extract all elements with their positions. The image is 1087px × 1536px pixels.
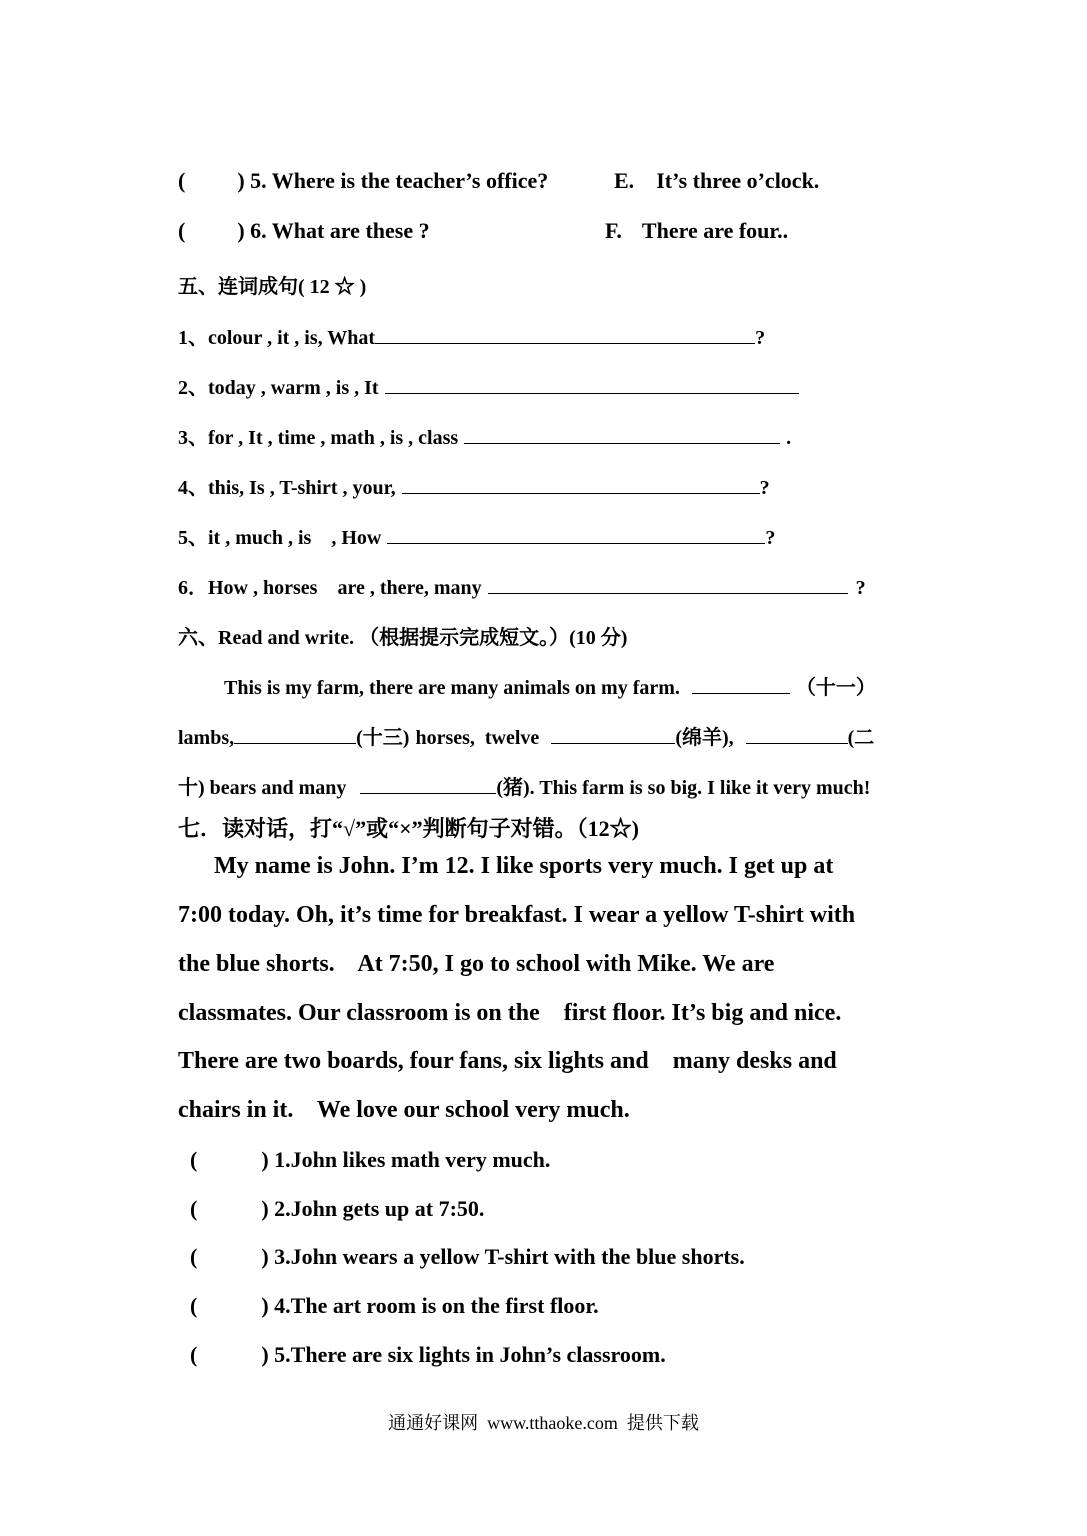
question-text: ) 1.John likes math very much. (261, 1147, 551, 1172)
option-letter: E. (614, 168, 635, 193)
question-text: ) 5.There are six lights in John’s classroom. (261, 1342, 666, 1367)
answer-blank[interactable] (488, 592, 848, 594)
true-false-question-3 (190, 1244, 745, 1270)
passage-line-5: There are two boards, four fans, six lights and many desks and (178, 1048, 837, 1074)
hint-sheep: (绵羊), (675, 727, 734, 749)
match-option-f (605, 218, 788, 244)
question-text: ) 6. What are these ? (237, 218, 430, 243)
passage-line-3: the blue shorts. At 7:50, I go to school with Mike. We are (178, 951, 775, 977)
item-words: 2、today , warm , is , It (178, 377, 379, 399)
question-text: ) 4.The art room is on the first floor. (261, 1293, 599, 1318)
option-text: There are four.. (641, 218, 789, 243)
hint-twenty: (二 (847, 727, 875, 749)
item-words: 5、it , much , is , How (178, 527, 382, 549)
true-false-question-2 (190, 1196, 484, 1222)
answer-blank-sheep[interactable] (551, 742, 675, 744)
sentence-item-2 (178, 371, 799, 400)
answer-bracket[interactable]: ( (190, 1342, 198, 1367)
item-words: 4、this, Is , T-shirt , your, (178, 477, 396, 499)
hint-thirteen: (十三) (356, 727, 410, 749)
passage-text: (猪). This farm is so big. I like it very much! (496, 777, 871, 799)
passage-line-1: My name is John. I’m 12. I like sports very much. I get up at (214, 853, 834, 879)
answer-blank-thirteen[interactable] (234, 742, 356, 744)
passage-text: horses, twelve (415, 727, 540, 749)
passage-line-4: classmates. Our classroom is on the first floor. It’s big and nice. (178, 1000, 842, 1026)
answer-blank[interactable] (402, 492, 760, 494)
item-end: . (786, 427, 792, 449)
answer-bracket[interactable]: ( (190, 1196, 198, 1221)
passage-text: lambs, (178, 727, 235, 749)
sentence-item-3 (178, 421, 791, 450)
answer-bracket[interactable]: ( (190, 1244, 198, 1269)
true-false-question-1 (190, 1147, 550, 1173)
hint-eleven: （十一） (795, 677, 876, 699)
answer-blank[interactable] (385, 392, 799, 394)
match-question-5 (178, 168, 548, 194)
match-option-e (614, 168, 819, 194)
question-text: ) 2.John gets up at 7:50. (261, 1196, 485, 1221)
section-6-title: 六、Read and write. （根据提示完成短文。）(10 分) (178, 627, 628, 649)
true-false-question-5 (190, 1342, 666, 1368)
item-end: ? (855, 577, 866, 599)
section-7-title: 七．读对话，打“√”或“×”判断句子对错。（12☆) (178, 816, 639, 841)
read-write-line-3 (178, 771, 870, 800)
item-words: 3、for , It , time , math , is , class (178, 427, 459, 449)
answer-blank[interactable] (375, 342, 755, 344)
item-end: ? (755, 327, 766, 349)
question-text: ) 3.John wears a yellow T-shirt with the blue shorts. (261, 1244, 745, 1269)
answer-blank-pigs[interactable] (360, 792, 496, 794)
answer-bracket[interactable]: ( (190, 1293, 198, 1318)
sentence-item-4 (178, 471, 770, 500)
match-question-6 (178, 218, 430, 244)
option-letter: F. (605, 218, 622, 243)
answer-bracket[interactable]: ( (190, 1147, 198, 1172)
page-footer: 通通好课网 www.tthaoke.com 提供下载 (388, 1413, 699, 1433)
read-write-line-1 (224, 671, 876, 700)
question-text: ) 5. Where is the teacher’s office? (237, 168, 549, 193)
answer-blank-lambs[interactable] (692, 692, 790, 694)
item-words: 6．How , horses are , there, many (178, 577, 482, 599)
read-write-line-2 (178, 721, 874, 750)
answer-bracket[interactable]: ( (178, 168, 186, 193)
passage-line-2: 7:00 today. Oh, it’s time for breakfast. I wear a yellow T-shirt with (178, 902, 856, 928)
sentence-item-6 (178, 571, 866, 600)
sentence-item-1 (178, 321, 765, 350)
section-5-title: 五、连词成句( 12 ☆ ) (178, 276, 367, 298)
answer-blank[interactable] (387, 542, 765, 544)
answer-blank[interactable] (464, 442, 780, 444)
answer-blank-twenty[interactable] (746, 742, 848, 744)
item-end: ? (765, 527, 776, 549)
answer-bracket[interactable]: ( (178, 218, 186, 243)
passage-text: 十) bears and many (178, 777, 347, 799)
true-false-question-4 (190, 1293, 599, 1319)
passage-text: This is my farm, there are many animals on my farm. (224, 677, 680, 699)
option-text: It’s three o’clock. (656, 168, 820, 193)
item-end: ? (759, 477, 770, 499)
passage-line-6: chairs in it. We love our school very much. (178, 1097, 630, 1123)
sentence-item-5 (178, 521, 775, 550)
item-words: 1、colour , it , is, What (178, 327, 376, 349)
